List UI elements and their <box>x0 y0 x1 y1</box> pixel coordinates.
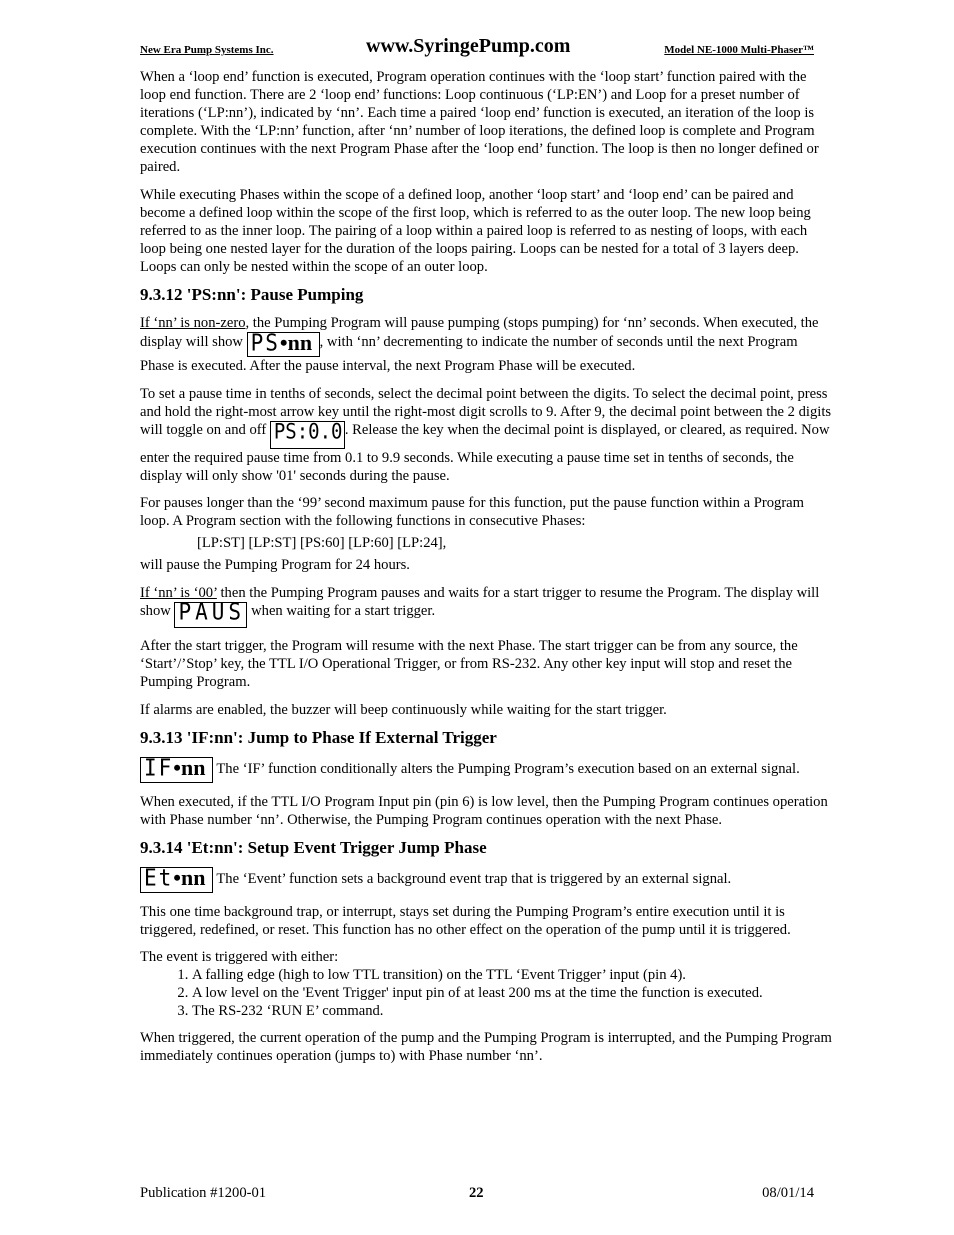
paragraph-et-trap: This one time background trap, or interrupt, stays set during the Pumping Program’s entire execution until it is triggered, redefined, or reset. This function has no other effect on the operation of the pump until it is triggered. <box>140 903 791 938</box>
text: The ‘Event’ function sets a background event trap that is triggered by an external signal. <box>213 871 732 887</box>
lcd-nn-text: nn <box>181 755 206 780</box>
text: then the Pumping Program pauses and waits for a start trigger to resume the Program. The display will show <box>140 584 820 619</box>
lcd-segment-text: PS <box>250 329 280 357</box>
heading-pause-pumping: 9.3.12 'PS:nn': Pause Pumping <box>140 285 364 304</box>
text: , the Pumping Program will pause pumping (stops pumping) for ‘nn’ seconds. When executed, the display will show <box>140 315 819 350</box>
display-if-nn-icon <box>140 754 213 783</box>
lcd-colon: • <box>173 755 181 780</box>
list-item: 3. The RS-232 ‘RUN E’ command. <box>192 1002 832 1020</box>
paragraph-if-detail: When executed, if the TTL I/O Program Input pin (pin 6) is low level, then the Pumping Program continues operation with Phase number ‘nn’. Otherwise, the Pumping Program continues operation with the next Phase. <box>140 793 828 828</box>
paragraph-if-intro <box>140 754 832 783</box>
page-number: 22 <box>469 1185 484 1201</box>
text: To set a pause time in tenths of seconds, select the decimal point between the digits. To select the decimal point, press and hold the right-most arrow key until the right-most digit scrolls to 9. After 9, the decimal point between the 2 digits will toggle on and off <box>140 385 832 438</box>
page-header <box>140 34 814 64</box>
text: , with ‘nn’ decrementing to indicate the number of seconds until the next Program Phase is executed. After the pause interval, the next Program Phase will be executed. <box>140 334 798 374</box>
list-item: 1. A falling edge (high to low TTL transition) on the TTL ‘Event Trigger’ input (pin 4). <box>192 966 832 984</box>
paragraph-pause-24h: will pause the Pumping Program for 24 hours. <box>140 557 410 573</box>
paragraph-pause-alarm: If alarms are enabled, the buzzer will beep continuously while waiting for the start trigger. <box>140 701 667 718</box>
paragraph-et-intro <box>140 864 832 893</box>
code-example: [LP:ST] [LP:ST] [PS:60] [LP:60] [LP:24], <box>197 535 447 551</box>
underline-zero: If ‘nn’ is ‘00’ <box>140 584 217 601</box>
heading-if-trigger: 9.3.13 'IF:nn': Jump to Phase If External Trigger <box>140 728 497 747</box>
text: when waiting for a start trigger. <box>247 602 436 619</box>
display-ps-nn-icon <box>247 329 320 357</box>
lcd-nn-text: nn <box>287 330 313 355</box>
list-item: 2. A low level on the 'Event Trigger' input pin of at least 200 ms at the time the function is executed. <box>192 984 832 1002</box>
paragraph-et-triggered-with: The event is triggered with either: <box>140 949 339 965</box>
lcd-nn-text: nn <box>181 865 206 890</box>
paragraph-pause-nonzero <box>140 314 832 375</box>
lcd-segment-text: Et <box>144 864 174 892</box>
underline-nonzero: If ‘nn’ is non-zero <box>140 315 246 331</box>
display-ps-00-icon <box>270 421 345 449</box>
text: The ‘IF’ function conditionally alters the Pumping Program’s execution based on an external signal. <box>213 761 800 777</box>
display-paus-icon <box>174 598 247 628</box>
display-et-nn-icon <box>140 864 213 893</box>
model-name: Model NE-1000 Multi-Phaser™ <box>664 44 814 56</box>
company-name: New Era Pump Systems Inc. <box>140 44 274 56</box>
text: . Release the key when the decimal point is displayed, or cleared, as required. Now enter the required pause time from 0.1 to 9.9 seconds. While executing a pause time set in tenths of seconds, the display will only show '01' seconds during the pause. <box>140 421 830 484</box>
paragraph-pause-long: For pauses longer than the ‘99’ second maximum pause for this function, put the pause function within a Program loop. A Program section with the following functions in consecutive Phases: <box>140 495 805 529</box>
website-link[interactable]: www.SyringePump.com <box>366 35 571 57</box>
lcd-segment-text: PAUS <box>178 598 246 625</box>
lcd-segment-text: PS:0.0 <box>273 419 343 444</box>
paragraph-loop-nesting: While executing Phases within the scope of a defined loop, another ‘loop start’ and ‘loop end’ can be paired and become a defined loop within the scope of the first loop, which is referred to as the outer loop. The new loop being referred to as the inner loop. The pairing of a loop within a paired loop is referred to as nesting of loops, with each loop being one nested layer for the duration of the loops pairing. Loops can be nested for a total of 3 layers deep. Loops can only be nested within the scope of an outer loop. <box>140 186 811 275</box>
page-body <box>140 68 832 1075</box>
event-trigger-list <box>140 966 832 1020</box>
publication-number: Publication #1200-01 <box>140 1185 267 1201</box>
lcd-segment-text: IF <box>144 754 174 782</box>
paragraph-pause-resume: After the start trigger, the Program will resume with the next Phase. The start trigger can be from any source, the ‘Start’/’Stop’ key, the TTL I/O Operational Trigger, or from RS-232. Any other key input will stop and reset the Pumping Program. <box>140 638 798 690</box>
publication-date: 08/01/14 <box>762 1185 814 1201</box>
paragraph-et-jump: When triggered, the current operation of the pump and the Pumping Program is interrupted, and the Pumping Program immediately continues operation (jumps to) with Phase number ‘nn’. <box>140 1030 832 1064</box>
lcd-colon: • <box>173 865 181 890</box>
paragraph-pause-tenths <box>140 385 832 485</box>
lcd-colon: • <box>279 330 288 355</box>
paragraph-loop-end: When a ‘loop end’ function is executed, Program operation continues with the ‘loop start’ function paired with the loop end function. There are 2 ‘loop end’ functions: Loop continuous (‘LP:EN’) and Loop for a preset number of iterations (‘LP:nn’), indicated by ‘nn’. Each time a paired ‘loop end’ function is executed, an iteration of the loop is complete. With the ‘LP:nn’ function, after ‘nn’ number of loop iterations, the defined loop is complete and Program execution continues with the next Program Phase after the ‘loop end’ function. The loop is then no longer defined or paired. <box>140 69 819 175</box>
heading-event-trigger: 9.3.14 'Et:nn': Setup Event Trigger Jump Phase <box>140 838 487 857</box>
paragraph-pause-zero <box>140 584 832 628</box>
